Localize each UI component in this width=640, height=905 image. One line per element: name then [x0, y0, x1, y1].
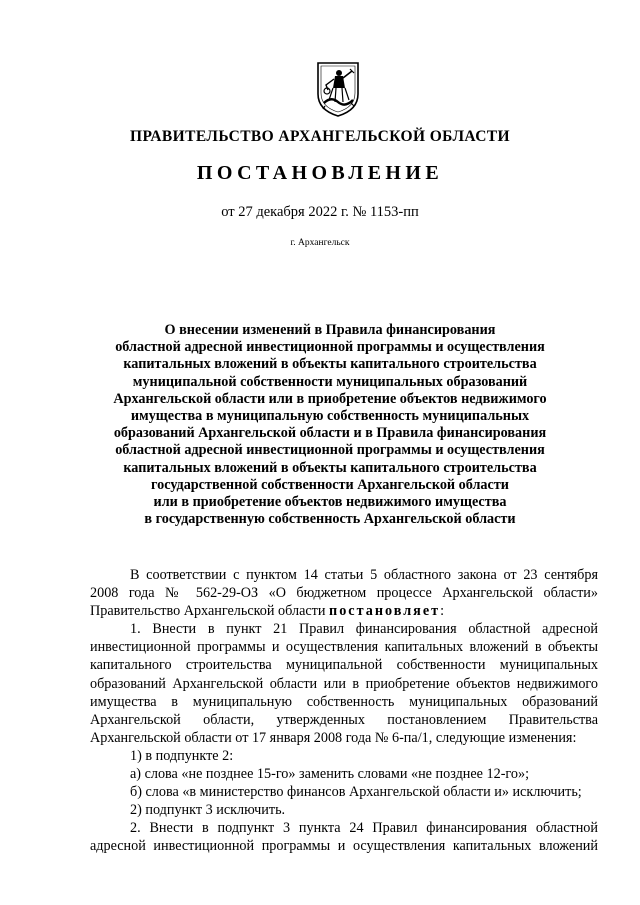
body-line: а) слова «не позднее 15-го» заменить словами «не позднее 12-го»; [130, 766, 530, 783]
title-line: капитальных вложений в объекты капитального строительства [123, 356, 537, 373]
body-line: 2008 года № 562-29-ОЗ «О бюджетном процессе Архангельской области» [90, 585, 598, 602]
title-line: образований Архангельской области и в Правила финансирования [113, 425, 547, 442]
title-line: капитальных вложений в объекты капитального строительства [123, 459, 537, 476]
document-city: г. Архангельск [290, 238, 350, 248]
body-line: 1. Внести в пункт 21 Правил финансирования областной адресной [130, 621, 598, 638]
body-line: образований Архангельской области или в приобретение объектов недвижимого [90, 675, 598, 692]
resolves-word: постановляет [329, 603, 441, 620]
document-title [60, 322, 600, 528]
title-line: Архангельской области или в приобретение объектов недвижимого [113, 390, 547, 407]
document-body [90, 566, 598, 856]
title-line: или в приобретение объектов недвижимого имущества [153, 494, 507, 511]
body-line: Архангельской области, утвержденных постановлением Правительства [90, 711, 598, 728]
title-line: в государственную собственность Архангельской области [144, 511, 516, 528]
body-line: Архангельской области от 17 января 2008 года № 6-па/1, следующие изменения: [90, 729, 577, 746]
body-line: В соответствии с пунктом 14 статьи 5 областного закона от 23 сентября [130, 567, 598, 583]
document-date-number: от 27 декабря 2022 г. № 1153-пп [221, 204, 419, 220]
coat-of-arms-icon [315, 60, 361, 118]
body-line: б) слова «в министерство финансов Архангельской области и» исключить; [130, 784, 582, 801]
body-line [90, 602, 598, 620]
body-text: Правительство Архангельской области [90, 603, 326, 620]
body-line: инвестиционной программы и осуществления капитальных вложений в объекты [90, 639, 598, 656]
title-line: имущества в муниципальную собственность муниципальных [130, 408, 530, 425]
body-line: 2) подпункт 3 исключить. [130, 802, 286, 819]
body-line: капитального строительства муниципальной собственности муниципальных [90, 657, 598, 674]
colon: : [440, 603, 445, 620]
body-line: адресной инвестиционной программы и осуществления капитальных вложений [90, 838, 598, 855]
body-line: 1) в подпункте 2: [130, 747, 234, 764]
title-line: областной адресной инвестиционной программы и осуществления [115, 442, 545, 459]
title-line: областной адресной инвестиционной программы и осуществления [115, 339, 545, 356]
title-line: О внесении изменений в Правила финансирования [164, 322, 496, 338]
body-line: имущества в муниципальную собственность муниципальных образований [90, 693, 598, 710]
title-line: муниципальной собственности муниципальных образований [132, 373, 528, 390]
body-line: 2. Внести в подпункт 3 пункта 24 Правил финансирования областной [130, 820, 598, 837]
document-type: ПОСТАНОВЛЕНИЕ [196, 162, 444, 184]
title-line: государственной собственности Архангельской области [151, 476, 509, 493]
government-name: ПРАВИТЕЛЬСТВО АРХАНГЕЛЬСКОЙ ОБЛАСТИ [129, 128, 510, 145]
